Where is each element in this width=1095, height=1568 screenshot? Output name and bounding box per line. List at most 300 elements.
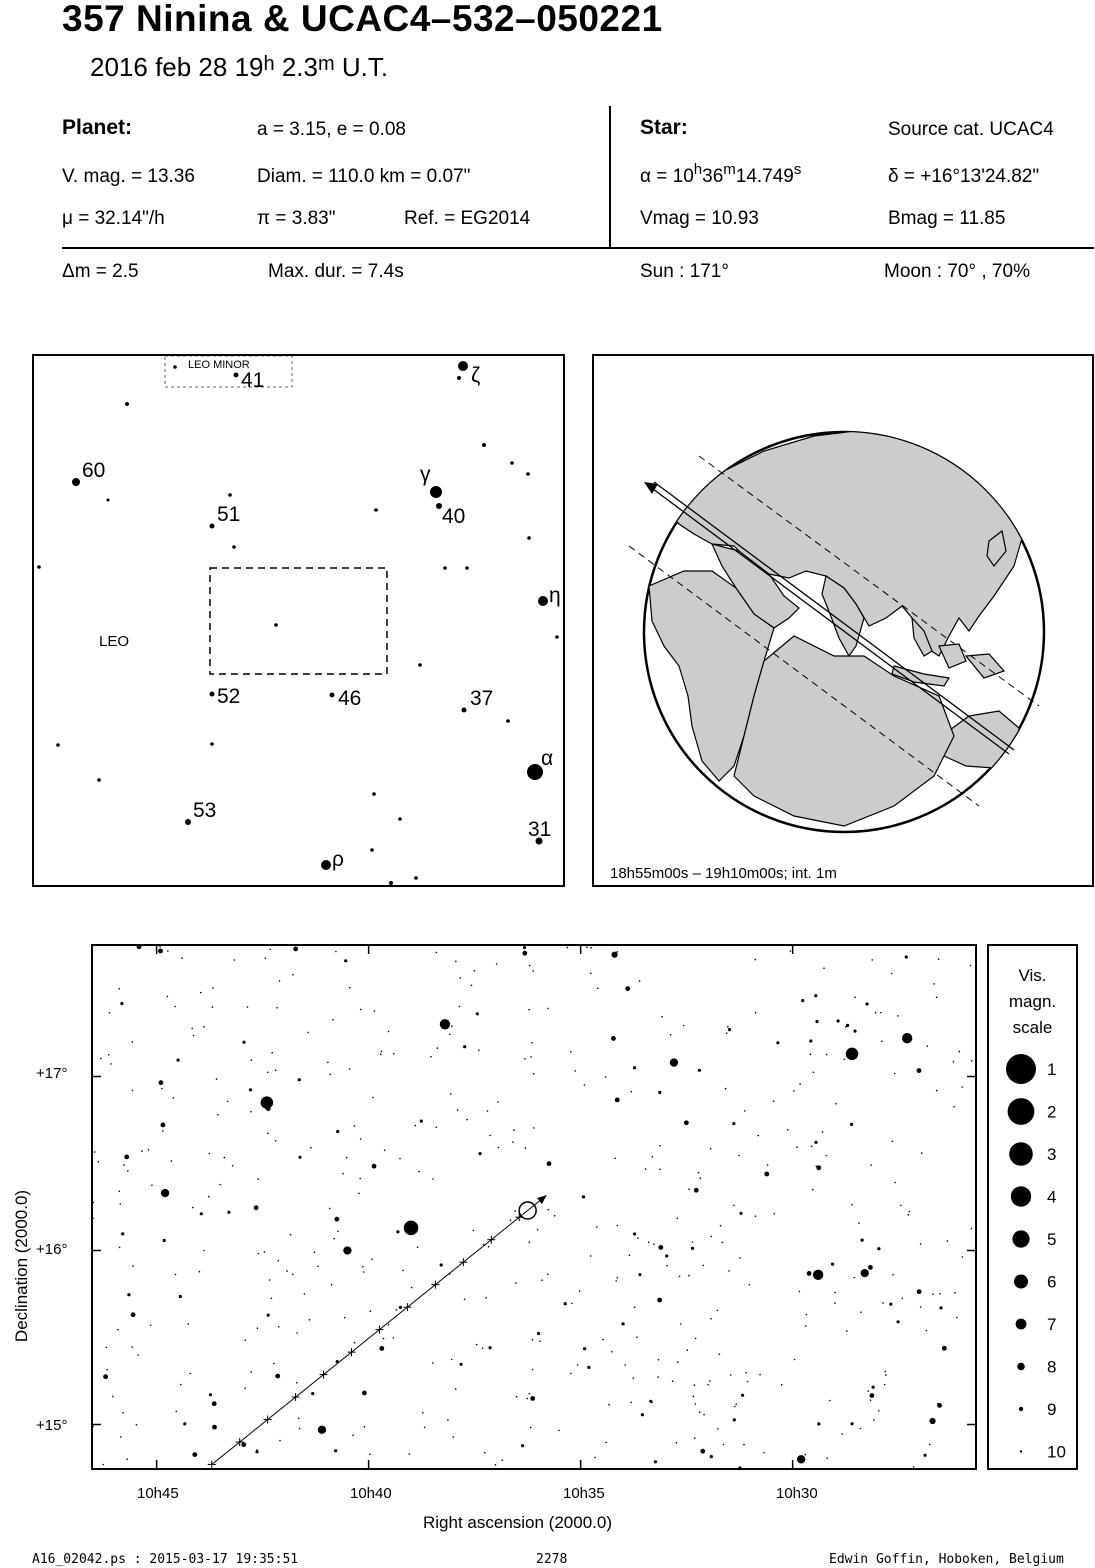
field-star	[835, 1103, 837, 1105]
y-tick-label: +17°	[36, 1065, 68, 1082]
field-star	[738, 1466, 741, 1468]
field-star	[799, 1083, 801, 1085]
field-star	[648, 1241, 650, 1243]
field-star	[258, 1253, 260, 1255]
field-star	[460, 977, 462, 979]
field-star	[393, 1337, 395, 1339]
svg-text:31: 31	[528, 818, 552, 841]
magnitude-label: 10	[1047, 1442, 1066, 1462]
magnitude-label: 1	[1047, 1060, 1057, 1079]
field-star	[344, 1317, 346, 1319]
field-star	[702, 1265, 704, 1267]
field-star	[871, 959, 873, 961]
field-star	[953, 1061, 955, 1063]
field-star	[634, 1307, 636, 1309]
magnitude-dot	[1006, 1054, 1036, 1084]
field-star	[436, 1127, 438, 1129]
field-star	[349, 1068, 351, 1070]
field-star	[719, 1353, 721, 1355]
svg-text:40: 40	[442, 505, 466, 528]
field-star	[451, 1025, 453, 1027]
field-star	[359, 1178, 361, 1180]
field-star	[117, 1329, 119, 1331]
field-star	[730, 1374, 732, 1376]
field-star	[532, 970, 534, 972]
magnitude-dot	[1009, 1142, 1033, 1166]
field-star	[488, 1246, 490, 1248]
field-star	[853, 1277, 855, 1279]
field-star	[93, 1202, 94, 1204]
field-star	[174, 1006, 176, 1008]
chart-star	[797, 1455, 805, 1463]
field-star	[622, 1322, 625, 1325]
svg-text:51: 51	[217, 503, 241, 526]
field-star	[657, 1298, 662, 1303]
field-star	[676, 1442, 678, 1444]
field-star	[314, 1252, 316, 1254]
field-star	[936, 1090, 938, 1092]
field-star	[854, 996, 856, 998]
field-star	[816, 1166, 818, 1168]
field-star	[743, 1444, 745, 1446]
field-star	[126, 1458, 128, 1460]
field-star	[841, 1433, 843, 1435]
field-star	[547, 1008, 549, 1010]
x-axis-label: Right ascension (2000.0)	[423, 1513, 613, 1532]
field-star	[710, 1148, 712, 1150]
zoom-area-box	[210, 568, 387, 674]
field-star	[773, 1213, 775, 1215]
field-star	[806, 1314, 808, 1316]
field-star	[399, 1158, 401, 1160]
field-star	[354, 1125, 356, 1127]
field-star	[278, 1326, 280, 1328]
field-star	[296, 1382, 298, 1384]
field-star	[200, 992, 202, 994]
event-time: 2016 feb 28 19$^h$ 2.3$^m$ U.T.	[90, 52, 389, 82]
field-star	[733, 1418, 736, 1421]
field-star	[590, 1255, 592, 1257]
field-star	[440, 1263, 443, 1266]
field-star	[749, 1284, 751, 1286]
field-star	[212, 1006, 214, 1008]
field-star	[837, 1019, 840, 1022]
chart-star	[861, 1269, 869, 1277]
field-star	[709, 1380, 711, 1382]
field-star	[450, 1093, 452, 1095]
field-star	[721, 1242, 723, 1244]
field-star	[853, 1030, 856, 1033]
field-star	[570, 1051, 572, 1053]
field-star	[728, 1028, 731, 1031]
field-star	[653, 1243, 655, 1245]
field-star	[292, 974, 294, 976]
field-star	[388, 1031, 390, 1033]
field-star	[633, 1232, 636, 1235]
magnitude-dot	[1016, 1319, 1027, 1330]
field-star	[810, 1054, 812, 1056]
field-star	[150, 1325, 152, 1327]
field-star	[815, 1020, 818, 1023]
field-star	[971, 1060, 973, 1062]
field-star	[437, 1047, 439, 1049]
field-star	[484, 1452, 486, 1454]
field-star	[192, 1207, 194, 1209]
magnitude-dot	[1017, 1363, 1025, 1371]
field-star	[497, 1101, 499, 1103]
field-star	[868, 1265, 873, 1270]
field-star	[739, 1257, 741, 1259]
magnitude-label: 2	[1047, 1102, 1057, 1122]
field-star	[745, 1372, 747, 1374]
field-star	[127, 1293, 130, 1296]
field-star	[846, 1330, 848, 1332]
field-star	[962, 1256, 964, 1258]
field-star	[103, 1374, 108, 1379]
field-star	[286, 1270, 288, 1272]
field-star	[971, 1228, 973, 1230]
field-star	[851, 1204, 853, 1206]
svg-text:53: 53	[193, 799, 217, 822]
field-star	[209, 1393, 212, 1396]
field-star	[885, 1374, 887, 1376]
field-star	[699, 1411, 701, 1413]
star-rho	[321, 860, 331, 870]
footer-file: A16_02042.ps : 2015-03-17 19:35:51	[32, 1552, 299, 1567]
field-star	[411, 1287, 413, 1289]
field-star	[331, 1284, 333, 1286]
field-star	[881, 1040, 883, 1042]
field-star	[360, 1009, 362, 1011]
field-star	[449, 1034, 451, 1036]
field-star	[900, 1205, 902, 1207]
field-star	[942, 1346, 947, 1351]
field-star	[455, 1388, 457, 1390]
footer-number: 2278	[536, 1552, 568, 1567]
field-star	[764, 1172, 769, 1177]
field-star	[309, 1319, 311, 1321]
field-star	[122, 1412, 124, 1414]
field-star	[148, 1149, 150, 1151]
field-star	[537, 1229, 539, 1231]
field-star	[212, 987, 214, 989]
field-star	[478, 1049, 480, 1051]
field-star	[757, 1135, 759, 1137]
star-vmag: Vmag = 10.93	[640, 208, 759, 229]
field-star	[526, 1398, 528, 1400]
field-star	[482, 1347, 484, 1349]
star-bmag: Bmag = 11.85	[888, 208, 1006, 229]
field-star	[630, 1402, 632, 1404]
field-star	[132, 1090, 134, 1092]
field-star	[200, 1212, 203, 1215]
field-star	[892, 1274, 894, 1276]
field-star	[611, 1036, 616, 1041]
field-star	[870, 1399, 872, 1401]
field-star	[269, 949, 271, 951]
svg-text:37: 37	[470, 687, 494, 710]
field-star	[396, 1309, 398, 1311]
field-star	[691, 1247, 694, 1250]
field-star	[812, 1189, 814, 1191]
field-star	[245, 1340, 247, 1342]
field-star	[175, 1274, 177, 1276]
field-star	[703, 1414, 705, 1416]
field-star	[700, 1449, 705, 1454]
field-star	[531, 1042, 533, 1044]
field-star	[687, 1349, 689, 1351]
star-51	[210, 524, 215, 529]
field-star	[399, 1306, 402, 1309]
field-star	[870, 1393, 875, 1398]
field-star	[755, 959, 757, 961]
field-star	[695, 1403, 697, 1405]
field-star	[408, 1453, 410, 1455]
star-source: Source cat. UCAC4	[888, 119, 1054, 140]
field-star	[244, 1388, 246, 1390]
field-star	[844, 1058, 846, 1060]
field-star	[738, 1155, 740, 1157]
field-star	[227, 1211, 230, 1214]
field-star	[584, 1084, 586, 1086]
field-star	[307, 1032, 309, 1034]
field-star	[432, 1362, 434, 1364]
field-star	[732, 1122, 735, 1125]
field-star	[121, 1232, 124, 1235]
field-star	[614, 1158, 616, 1160]
field-star	[537, 1332, 540, 1335]
field-star	[776, 1041, 779, 1044]
field-star	[608, 1404, 610, 1406]
field-star	[496, 963, 498, 965]
field-star	[858, 1222, 860, 1224]
field-star	[781, 1384, 783, 1386]
chart-star	[902, 1033, 912, 1043]
field-star	[680, 1323, 682, 1325]
field-star	[672, 1380, 674, 1382]
field-star	[216, 1078, 218, 1080]
field-star	[884, 1384, 886, 1386]
planet-motion: μ = 32.14"/h	[62, 208, 165, 229]
finder-star-labels	[82, 364, 561, 871]
field-star	[183, 1422, 186, 1425]
field-star	[801, 999, 804, 1002]
field-star	[657, 1376, 659, 1378]
field-star	[532, 1369, 534, 1371]
field-star	[521, 1444, 524, 1447]
detail-chart-svg	[93, 946, 975, 1468]
field-star	[605, 1442, 607, 1444]
field-star	[528, 1009, 530, 1011]
field-star	[677, 1218, 679, 1220]
svg-text:η: η	[549, 584, 561, 607]
magnitude-label: 3	[1047, 1145, 1057, 1164]
field-star	[924, 1454, 927, 1457]
field-star	[717, 1428, 719, 1430]
x-tick-label: 10h45	[137, 1485, 179, 1502]
field-star	[953, 1106, 955, 1108]
field-star	[717, 1310, 719, 1312]
field-star	[275, 1374, 280, 1379]
field-star	[529, 1393, 531, 1395]
field-star	[707, 1384, 709, 1386]
field-star	[894, 1073, 896, 1075]
planet-parallax: π = 3.83"	[257, 208, 336, 229]
field-star	[256, 1449, 258, 1451]
planet-vmag: V. mag. = 13.36	[62, 166, 195, 187]
field-star	[464, 1299, 466, 1301]
field-star	[571, 1303, 573, 1305]
field-star	[865, 1002, 868, 1005]
field-star	[641, 1413, 644, 1416]
field-star	[363, 1271, 365, 1273]
field-star	[380, 1053, 382, 1055]
field-star	[161, 1123, 166, 1128]
field-star	[897, 1015, 899, 1017]
magnitude-label: 7	[1047, 1315, 1057, 1334]
field-star	[112, 1396, 114, 1398]
field-star	[141, 1150, 143, 1152]
field-star	[826, 1457, 828, 1459]
field-star	[106, 1369, 108, 1371]
field-star	[813, 1072, 815, 1074]
field-star	[624, 1364, 626, 1366]
field-star	[137, 946, 142, 949]
field-star	[629, 1254, 631, 1256]
sun-elongation: Sun : 171°	[640, 261, 729, 282]
field-star	[694, 1384, 696, 1386]
moon-info: Moon : 70° , 70%	[884, 261, 1030, 282]
field-star	[868, 1390, 870, 1392]
field-star	[959, 1051, 961, 1053]
field-star	[530, 1396, 535, 1401]
field-star	[710, 1236, 712, 1238]
chart-star	[813, 1270, 823, 1280]
field-star	[250, 1371, 252, 1373]
field-star	[861, 1239, 864, 1242]
field-star	[587, 1366, 590, 1369]
field-star	[476, 1012, 479, 1015]
field-star	[515, 1282, 517, 1284]
field-star	[723, 1444, 725, 1446]
field-star	[710, 1455, 713, 1458]
field-star	[586, 946, 588, 948]
field-star	[961, 1086, 963, 1088]
field-star	[891, 973, 893, 975]
field-star	[611, 1351, 613, 1353]
field-star	[102, 1464, 104, 1466]
field-star	[131, 1346, 133, 1348]
field-star	[137, 1354, 139, 1356]
field-star	[658, 1359, 660, 1361]
field-star	[250, 1111, 252, 1113]
field-star	[530, 1056, 532, 1058]
field-star	[193, 1035, 195, 1037]
field-star	[241, 1442, 246, 1447]
field-star	[525, 1147, 527, 1149]
field-star	[939, 1293, 941, 1295]
leo-minor-label: LEO MINOR	[188, 359, 250, 371]
field-star	[579, 1290, 581, 1292]
field-star	[735, 1403, 737, 1405]
field-star	[479, 1152, 482, 1155]
field-star	[275, 1140, 277, 1142]
field-star	[710, 1318, 712, 1320]
field-star	[809, 1039, 812, 1042]
field-star	[299, 1428, 301, 1430]
field-star	[370, 1310, 372, 1312]
field-star	[247, 1006, 249, 1008]
field-star	[278, 1260, 280, 1262]
field-star	[763, 1452, 765, 1454]
field-star	[269, 1279, 271, 1281]
field-star	[453, 1436, 455, 1438]
field-star	[796, 1146, 798, 1148]
field-star	[734, 1406, 736, 1408]
field-star	[679, 1276, 681, 1278]
magnitude-label: 5	[1047, 1230, 1057, 1249]
field-star	[659, 1145, 661, 1147]
field-star	[683, 1025, 685, 1027]
field-star	[227, 1101, 229, 1103]
field-star	[547, 1274, 549, 1276]
field-star	[418, 1171, 420, 1173]
field-star	[311, 1392, 314, 1395]
svg-text:α: α	[541, 747, 554, 770]
field-star	[393, 1053, 395, 1055]
field-star	[615, 1280, 617, 1282]
field-star	[136, 1424, 138, 1426]
field-star	[956, 1317, 958, 1319]
field-star	[257, 1178, 259, 1180]
field-star	[807, 1271, 812, 1276]
field-star	[267, 1314, 270, 1317]
track-arrow-icon	[644, 482, 658, 494]
svg-text:γ: γ	[420, 463, 431, 486]
field-star	[212, 1401, 217, 1406]
field-star	[954, 1292, 956, 1294]
field-star	[523, 946, 526, 949]
field-star	[364, 1426, 366, 1428]
field-star	[794, 1359, 796, 1361]
planet-orbit: a = 3.15, e = 0.08	[257, 119, 406, 140]
field-star	[372, 1097, 374, 1099]
field-star	[342, 1173, 344, 1175]
field-star	[633, 1066, 636, 1069]
field-star	[254, 1205, 259, 1210]
field-star	[636, 1336, 638, 1338]
field-star	[590, 973, 592, 975]
star-60	[72, 478, 80, 486]
field-star	[932, 1293, 934, 1295]
mag-drop: Δm = 2.5	[62, 261, 139, 282]
field-star	[379, 1346, 384, 1351]
scale-title-2: magn.	[1008, 992, 1057, 1011]
header-rule	[62, 247, 1094, 249]
field-star	[180, 1384, 182, 1386]
x-tick-label: 10h40	[350, 1485, 392, 1502]
field-star	[106, 1347, 108, 1349]
field-star	[131, 1312, 136, 1317]
field-star	[826, 1054, 828, 1056]
field-star	[432, 1178, 434, 1180]
field-star	[688, 1188, 690, 1190]
star-gamma	[430, 486, 442, 498]
field-star	[181, 957, 183, 959]
field-star	[860, 1428, 862, 1430]
field-star	[265, 957, 267, 959]
field-star	[327, 1062, 329, 1064]
